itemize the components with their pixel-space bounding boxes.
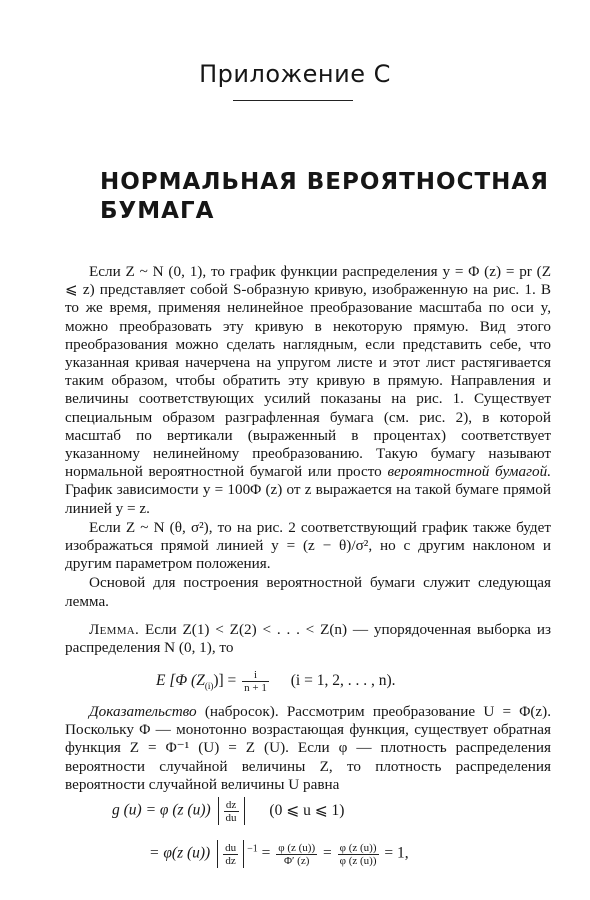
derivation-result: = 1,	[384, 844, 409, 862]
lemma-formula-left: E [Φ (Z	[156, 672, 205, 690]
lemma-paragraph	[65, 621, 551, 657]
chapter-title-line-2: БУМАГА	[100, 198, 215, 224]
phi-over-phi	[338, 842, 379, 867]
density-derivation	[149, 840, 409, 868]
lemma-fraction-numerator: i	[242, 669, 269, 682]
paragraph-1	[65, 263, 551, 518]
proof-text	[65, 703, 551, 794]
proof-label: Доказательство	[89, 703, 197, 720]
phi-over-Phi-prime	[276, 842, 317, 867]
phi-numerator-2: φ (z (u))	[339, 841, 377, 854]
derivation-equals-1: =	[261, 844, 271, 862]
abs-bar-left	[218, 797, 219, 825]
derivation-equals-2: =	[323, 844, 332, 862]
lemma-text: Если Z(1) < Z(2) < . . . < Z(n) — упорядоченная выборка из распределения N (0, 1), то	[65, 620, 551, 657]
proof-paragraph	[65, 703, 551, 794]
phi-denominator-2: φ (z (u))	[339, 854, 377, 867]
derivation-left: = φ(z (u))	[149, 844, 211, 862]
dz-du-denominator: du	[225, 811, 237, 824]
emphasis-probability-paper: вероятностной бумагой.	[387, 463, 551, 481]
density-formula	[112, 797, 344, 825]
density-formula-condition: (0 ⩽ u ⩽ 1)	[269, 801, 345, 819]
chapter-title-line-1: НОРМАЛЬНАЯ ВЕРОЯТНОСТНАЯ	[100, 169, 549, 195]
lemma-formula-equals: )] =	[213, 672, 237, 690]
lemma-fraction-denominator: n + 1	[244, 682, 267, 694]
appendix-title: Приложение С	[199, 60, 391, 88]
lemma-formula-subscript: (i)	[204, 681, 214, 692]
proof-body: (набросок). Рассмотрим преобразование U = Φ(z). Поскольку Φ — монотонно возрастающая функция, существует обратная функция Z = Φ⁻¹ (U) = Z (U). Если φ — плотность распределения вероятности случайной величины Z, то плотность распределения вероятности случайной величины U равна	[65, 703, 551, 793]
body-text	[65, 263, 551, 657]
paragraph-1-text: Если Z ~ N (0, 1), то график функции распределения y = Φ (z) = pr (Z ⩽ z) представляет собой S-образную кривую, изображенную на рис. 1. В то же время, применяя нелинейное преобразование масштаба по оси y, можно преобразовать эту кривую в некоторую прямую. Вид этого преобразования можно сделать наглядным, если представить себе, что указанная кривая начерчена на упругом листе и этот лист растягивается таким образом, чтобы обратить эту кривую в прямую. Направления и величины соответствующих усилий показаны на рис. 1. Существует специальным образом разграфленная бумага (см. рис. 2), в которой масштаб по вертикали (выраженный в процентах) соответствует указанному нелинейному преобразованию. Такую бумагу называют нормальной вероятностной бумагой или просто	[65, 263, 551, 481]
inverse-exponent: −1	[247, 843, 258, 855]
abs-bar-right	[244, 797, 245, 825]
lemma-formula	[156, 669, 396, 694]
du-dz-numerator: du	[225, 841, 237, 854]
lemma-formula-condition: (i = 1, 2, . . . , n).	[290, 672, 396, 690]
lemma-fraction	[242, 669, 269, 694]
phi-numerator: φ (z (u))	[278, 841, 316, 854]
lemma-label: Лемма.	[89, 620, 140, 638]
title-underline	[233, 100, 353, 101]
dz-du-fraction	[224, 799, 239, 824]
density-formula-left: g (u) = φ (z (u))	[112, 801, 211, 819]
chapter-title	[100, 168, 549, 226]
abs-bar-left-2	[217, 840, 218, 868]
du-dz-denominator: dz	[225, 854, 236, 867]
paragraph-1-tail: График зависимости y = 100Φ (z) от z выражается на такой бумаге прямой линией y = z.	[65, 481, 551, 517]
Phi-prime-denominator: Φ′ (z)	[283, 854, 310, 867]
abs-bar-right-2	[243, 840, 244, 868]
paragraph-2: Если Z ~ N (θ, σ²), то на рис. 2 соответствующий график также будет изображаться прямой линией y = (z − θ)/σ², но с другим наклоном и другим параметром положения.	[65, 518, 551, 573]
dz-du-numerator: dz	[224, 799, 239, 812]
du-dz-fraction	[223, 842, 238, 867]
paragraph-3: Основой для построения вероятностной бумаги служит следующая лемма.	[65, 574, 551, 610]
